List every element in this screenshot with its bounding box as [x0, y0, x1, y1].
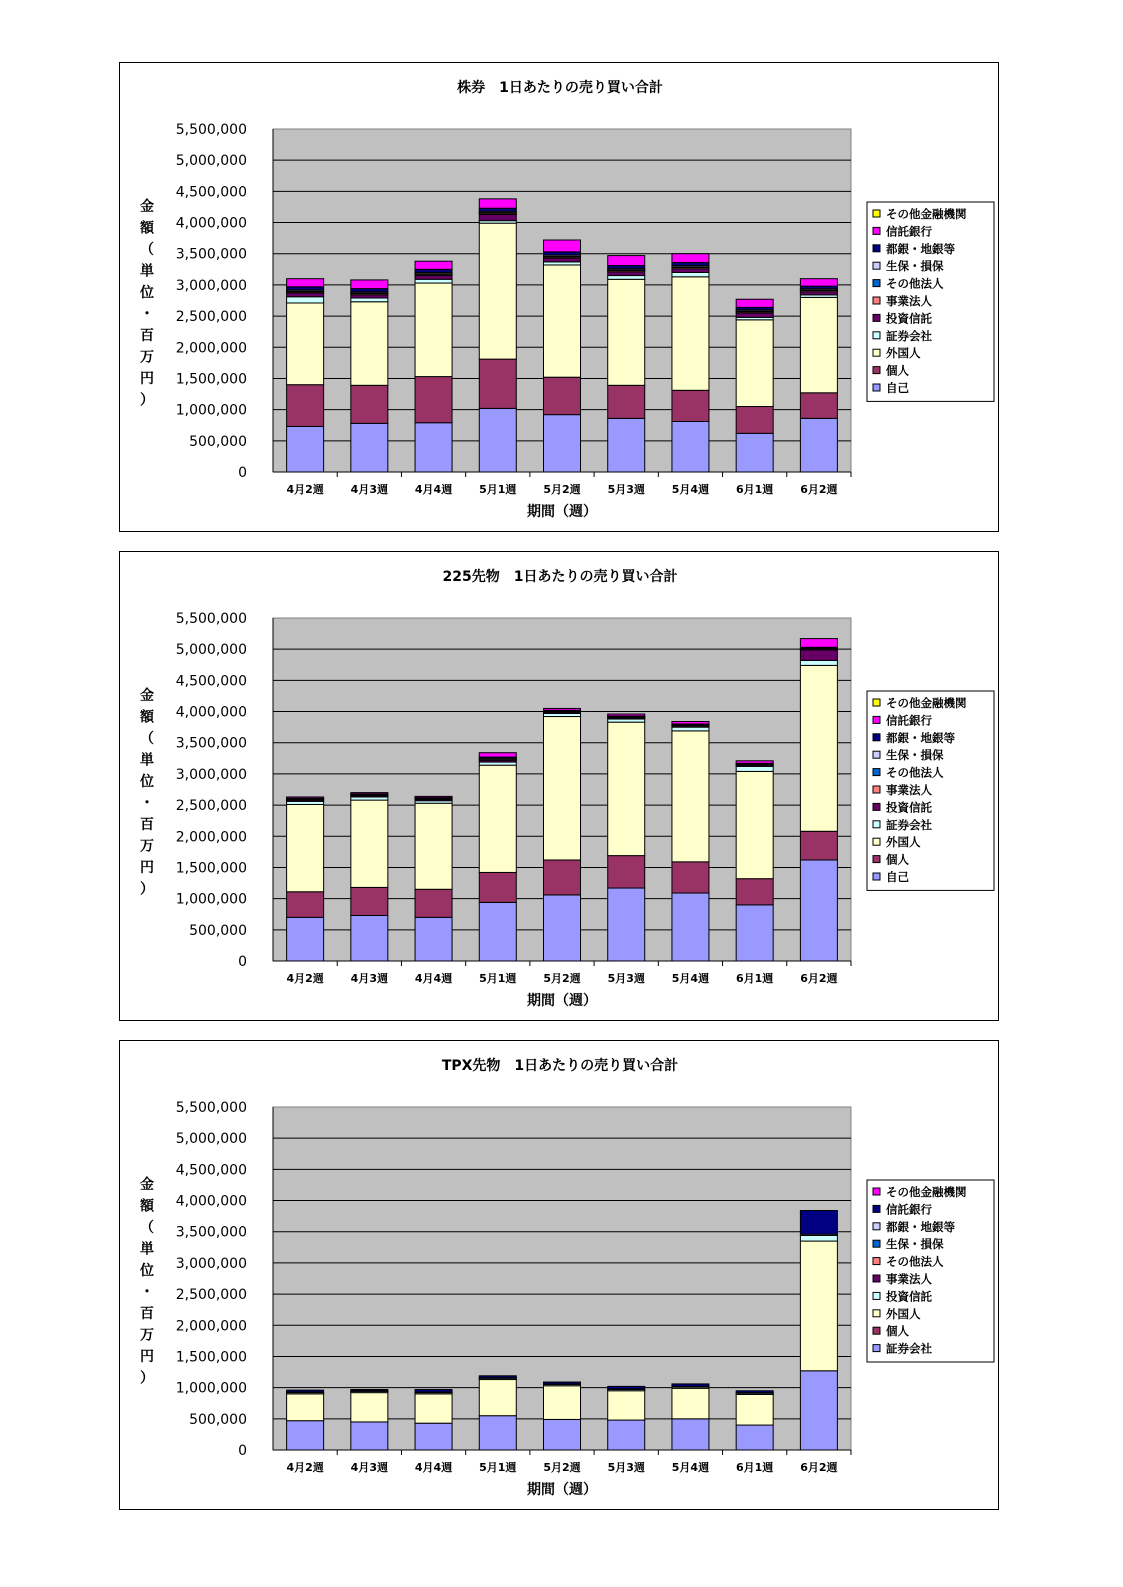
bar-segment [415, 917, 452, 961]
legend-label: その他金融機関 [886, 696, 967, 710]
bar-segment [415, 377, 452, 423]
y-tick-label: 5,500,000 [175, 1100, 247, 1116]
y-tick-label: 2,000,000 [175, 340, 247, 357]
y-tick-label: 3,500,000 [175, 735, 247, 752]
legend-swatch [873, 210, 880, 217]
bar-segment [736, 313, 773, 317]
y-tick-label: 4,000,000 [175, 704, 247, 721]
bar-segment [287, 385, 324, 427]
y-tick-label: 0 [238, 465, 247, 481]
x-tick-label: 4月2週 [286, 972, 324, 985]
bar-segment [800, 639, 837, 648]
legend-swatch [873, 1345, 880, 1352]
y-tick-label: 1,000,000 [175, 402, 247, 419]
bar-segment [415, 283, 452, 377]
y-tick-label: 2,000,000 [175, 1318, 247, 1335]
x-tick-label: 5月1週 [479, 483, 517, 496]
y-tick-label: 0 [238, 1443, 247, 1459]
bar-segment [608, 272, 645, 276]
x-tick-label: 6月1週 [736, 483, 774, 496]
legend-swatch [873, 699, 880, 706]
bar-segment [544, 415, 581, 472]
bar-segment [415, 796, 452, 797]
bar-segment [287, 1421, 324, 1450]
x-tick-label: 4月3週 [350, 972, 388, 985]
bar-segment [672, 722, 709, 724]
y-tick-label: 5,000,000 [175, 153, 247, 170]
legend-swatch [873, 262, 880, 269]
bar-segment [672, 893, 709, 961]
bar-segment [800, 418, 837, 472]
x-tick-label: 6月2週 [800, 483, 838, 496]
bar-segment [800, 393, 837, 419]
legend-swatch [873, 873, 880, 880]
bar-segment [287, 917, 324, 961]
bar-segment [736, 407, 773, 434]
y-axis-label: 金額（単位・百万円） [140, 688, 154, 898]
bar-segment [544, 1386, 581, 1420]
y-tick-label: 3,000,000 [175, 277, 247, 294]
bar-segment [287, 892, 324, 918]
y-tick-label: 2,500,000 [175, 798, 247, 815]
bar-segment [415, 889, 452, 917]
y-tick-label: 5,500,000 [175, 122, 247, 138]
legend-label: 外国人 [886, 835, 921, 850]
legend-swatch [873, 838, 880, 845]
bar-segment [415, 279, 452, 283]
bar-segment [479, 223, 516, 359]
bar-segment [608, 385, 645, 418]
bar-segment [415, 1390, 452, 1392]
bar-segment [608, 276, 645, 280]
legend-swatch [873, 297, 880, 304]
bar-segment [287, 279, 324, 287]
bar-segment [479, 214, 516, 220]
x-tick-label: 5月1週 [479, 1461, 517, 1474]
bar-segment [736, 1391, 773, 1393]
bar-segment [608, 856, 645, 888]
legend-label: その他法人 [886, 276, 944, 291]
bar-segment [800, 279, 837, 286]
bar-segment [800, 1211, 837, 1235]
bar-segment [672, 269, 709, 273]
bar-segment [415, 423, 452, 472]
bar-segment [736, 1425, 773, 1450]
bar-segment [544, 240, 581, 252]
bar-segment [736, 771, 773, 878]
bar-segment [544, 1419, 581, 1450]
nikkei225-futures-chart [120, 552, 1000, 1022]
bar-segment [287, 293, 324, 297]
bar-segment [736, 879, 773, 905]
legend-swatch [873, 332, 880, 339]
y-tick-label: 4,500,000 [175, 1162, 247, 1179]
bar-segment [672, 277, 709, 391]
legend-label: 信託銀行 [886, 713, 932, 728]
bar-segment [800, 860, 837, 961]
bar-segment [672, 390, 709, 421]
y-axis-label: 金額（単位・百万円） [140, 1177, 154, 1387]
y-tick-label: 3,000,000 [175, 1255, 247, 1272]
bar-segment [479, 1416, 516, 1450]
bar-segment [479, 408, 516, 472]
bar-segment [479, 359, 516, 408]
bar-segment [800, 660, 837, 665]
bar-segment [415, 276, 452, 280]
bar-segment [287, 297, 324, 303]
legend-swatch [873, 716, 880, 723]
legend-label: 生保・損保 [886, 259, 944, 274]
y-tick-label: 5,500,000 [175, 611, 247, 627]
legend-label: 外国人 [886, 1306, 921, 1321]
bar-segment [736, 433, 773, 472]
bar-segment [351, 423, 388, 472]
y-tick-label: 3,000,000 [175, 766, 247, 783]
bar-segment [287, 426, 324, 472]
bar-segment [544, 717, 581, 860]
chart-title: 225先物 1日あたりの売り買い合計 [442, 569, 678, 585]
x-tick-label: 6月1週 [736, 972, 774, 985]
legend-swatch [873, 803, 880, 810]
bar-segment [351, 302, 388, 386]
legend-swatch [873, 751, 880, 758]
bar-segment [351, 887, 388, 915]
bar-segment [672, 1388, 709, 1419]
legend-swatch [873, 1275, 880, 1282]
bar-segment [672, 272, 709, 276]
x-tick-label: 4月4週 [414, 483, 453, 496]
legend-swatch [873, 227, 880, 234]
bar-segment [800, 665, 837, 831]
bar-segment [672, 862, 709, 893]
legend-label: 投資信託 [886, 1289, 932, 1304]
y-tick-label: 2,500,000 [175, 309, 247, 326]
legend-label: 都銀・地銀等 [886, 730, 955, 745]
bar-segment [736, 761, 773, 763]
y-tick-label: 2,000,000 [175, 829, 247, 846]
x-tick-label: 5月3週 [607, 483, 645, 496]
legend-swatch [873, 1258, 880, 1265]
legend-swatch [873, 769, 880, 776]
bar-segment [287, 1390, 324, 1392]
x-tick-label: 4月2週 [286, 483, 324, 496]
legend-swatch [873, 786, 880, 793]
y-tick-label: 5,000,000 [175, 1131, 247, 1148]
bar-segment [544, 895, 581, 961]
x-tick-label: 5月3週 [607, 1461, 645, 1474]
legend-swatch [873, 1240, 880, 1247]
bar-segment [736, 766, 773, 771]
bar-segment [608, 714, 645, 716]
bar-segment [351, 793, 388, 794]
bar-segment [800, 1241, 837, 1371]
legend-label: 事業法人 [886, 1272, 932, 1286]
y-axis-label: 金額（単位・百万円） [140, 199, 154, 409]
legend-label: その他金融機関 [886, 207, 967, 221]
x-axis-label: 期間（週） [527, 504, 597, 520]
x-tick-label: 6月2週 [800, 1461, 838, 1474]
bar-segment [479, 902, 516, 961]
bar-segment [351, 298, 388, 302]
x-tick-label: 4月2週 [286, 1461, 324, 1474]
y-tick-label: 5,000,000 [175, 642, 247, 659]
chart-panel-nikkei225-futures [119, 551, 999, 1021]
legend-label: 証券会社 [886, 328, 932, 343]
legend-swatch [873, 367, 880, 374]
x-tick-label: 5月4週 [671, 972, 710, 985]
legend-label: 事業法人 [886, 783, 932, 797]
legend-swatch [873, 1310, 880, 1317]
bar-segment [544, 860, 581, 895]
bar-segment [544, 377, 581, 414]
y-tick-label: 1,000,000 [175, 1380, 247, 1397]
x-tick-label: 4月3週 [350, 483, 388, 496]
y-tick-label: 500,000 [189, 1411, 247, 1428]
x-tick-label: 5月3週 [607, 972, 645, 985]
x-tick-label: 5月1週 [479, 972, 517, 985]
x-tick-label: 5月4週 [671, 483, 710, 496]
bar-segment [736, 905, 773, 961]
legend-label: 個人 [886, 1324, 909, 1339]
legend-swatch [873, 384, 880, 391]
y-tick-label: 2,500,000 [175, 1287, 247, 1304]
legend-label: 外国人 [886, 346, 921, 361]
y-tick-label: 4,000,000 [175, 1193, 247, 1210]
bar-segment [672, 1419, 709, 1450]
bar-segment [800, 831, 837, 860]
legend-swatch [873, 1188, 880, 1195]
y-tick-label: 1,500,000 [175, 1349, 247, 1366]
bar-segment [479, 765, 516, 872]
bar-segment [608, 418, 645, 472]
legend-swatch [873, 821, 880, 828]
legend-swatch [873, 734, 880, 741]
legend-swatch [873, 1292, 880, 1299]
legend-swatch [873, 349, 880, 356]
bar-segment [479, 872, 516, 902]
bar-segment [415, 1394, 452, 1423]
legend-label: 証券会社 [886, 1341, 932, 1356]
bar-segment [736, 320, 773, 407]
y-tick-label: 0 [238, 954, 247, 970]
bar-segment [672, 421, 709, 472]
bar-segment [800, 1371, 837, 1450]
bar-segment [544, 1382, 581, 1384]
bar-segment [544, 265, 581, 377]
y-tick-label: 4,000,000 [175, 215, 247, 232]
bar-segment [608, 1391, 645, 1420]
bar-segment [800, 1235, 837, 1241]
bar-segment [415, 1423, 452, 1450]
legend-label: 個人 [886, 852, 909, 867]
legend-swatch [873, 314, 880, 321]
chart-title: TPX先物 1日あたりの売り買い合計 [441, 1058, 679, 1074]
legend-label: 生保・損保 [886, 748, 944, 763]
legend-swatch [873, 1205, 880, 1212]
y-tick-label: 3,500,000 [175, 1224, 247, 1241]
legend-swatch [873, 1327, 880, 1334]
chart-title: 株券 1日あたりの売り買い合計 [457, 80, 663, 96]
bar-segment [544, 258, 581, 262]
bar-segment [608, 722, 645, 855]
bar-segment [800, 297, 837, 392]
legend-label: 都銀・地銀等 [886, 241, 955, 256]
bar-segment [608, 1420, 645, 1450]
legend-label: 個人 [886, 363, 909, 378]
x-tick-label: 4月3週 [350, 1461, 388, 1474]
bar-segment [479, 1376, 516, 1378]
y-tick-label: 4,500,000 [175, 673, 247, 690]
legend-swatch [873, 1223, 880, 1230]
legend-label: 自己 [886, 870, 909, 884]
legend-label: 都銀・地銀等 [886, 1219, 955, 1234]
bar-segment [287, 797, 324, 798]
bar-segment [351, 1393, 388, 1422]
bar-segment [351, 280, 388, 289]
legend-label: 自己 [886, 381, 909, 395]
legend-label: 信託銀行 [886, 1202, 932, 1217]
bar-segment [608, 256, 645, 266]
x-tick-label: 5月2週 [543, 1461, 581, 1474]
bar-segment [608, 279, 645, 385]
bar-segment [479, 753, 516, 757]
x-tick-label: 4月4週 [414, 1461, 453, 1474]
bar-segment [736, 299, 773, 307]
chart-panel-stocks [119, 62, 999, 532]
y-tick-label: 1,500,000 [175, 371, 247, 388]
bar-segment [415, 261, 452, 269]
legend-label: その他法人 [886, 765, 944, 780]
x-axis-label: 期間（週） [527, 993, 597, 1009]
bar-segment [800, 650, 837, 661]
legend-label: 事業法人 [886, 294, 932, 308]
bar-segment [608, 1386, 645, 1388]
bar-segment [287, 303, 324, 385]
bar-segment [672, 1384, 709, 1386]
y-tick-label: 4,500,000 [175, 184, 247, 201]
y-tick-label: 1,000,000 [175, 891, 247, 908]
x-axis-label: 期間（週） [527, 1482, 597, 1498]
y-tick-label: 500,000 [189, 433, 247, 450]
bar-segment [479, 199, 516, 208]
bar-segment [351, 1390, 388, 1391]
chart-panel-topix-futures [119, 1040, 999, 1510]
legend-label: その他金融機関 [886, 1185, 967, 1199]
bar-segment [608, 888, 645, 961]
bar-segment [672, 254, 709, 263]
legend-label: 証券会社 [886, 817, 932, 832]
y-tick-label: 1,500,000 [175, 860, 247, 877]
bar-segment [479, 1380, 516, 1416]
x-tick-label: 5月2週 [543, 483, 581, 496]
bar-segment [351, 385, 388, 423]
legend-swatch [873, 280, 880, 287]
legend-swatch [873, 245, 880, 252]
legend-label: その他法人 [886, 1254, 944, 1269]
x-tick-label: 6月2週 [800, 972, 838, 985]
bar-segment [672, 727, 709, 731]
legend-label: 生保・損保 [886, 1237, 944, 1252]
legend-label: 投資信託 [886, 311, 932, 326]
bar-segment [287, 1394, 324, 1421]
x-tick-label: 5月4週 [671, 1461, 710, 1474]
bar-segment [287, 804, 324, 891]
y-tick-label: 3,500,000 [175, 246, 247, 263]
bar-segment [351, 915, 388, 961]
x-tick-label: 4月4週 [414, 972, 453, 985]
legend-label: 信託銀行 [886, 224, 932, 239]
bar-segment [351, 1422, 388, 1450]
bar-segment [736, 1394, 773, 1425]
bar-segment [672, 731, 709, 862]
bar-segment [544, 708, 581, 710]
topix-futures-chart [120, 1041, 1000, 1511]
legend-label: 投資信託 [886, 800, 932, 815]
bar-segment [415, 803, 452, 889]
x-tick-label: 5月2週 [543, 972, 581, 985]
y-tick-label: 500,000 [189, 922, 247, 939]
legend-swatch [873, 856, 880, 863]
bar-segment [351, 800, 388, 887]
stocks-chart [120, 63, 1000, 533]
x-tick-label: 6月1週 [736, 1461, 774, 1474]
